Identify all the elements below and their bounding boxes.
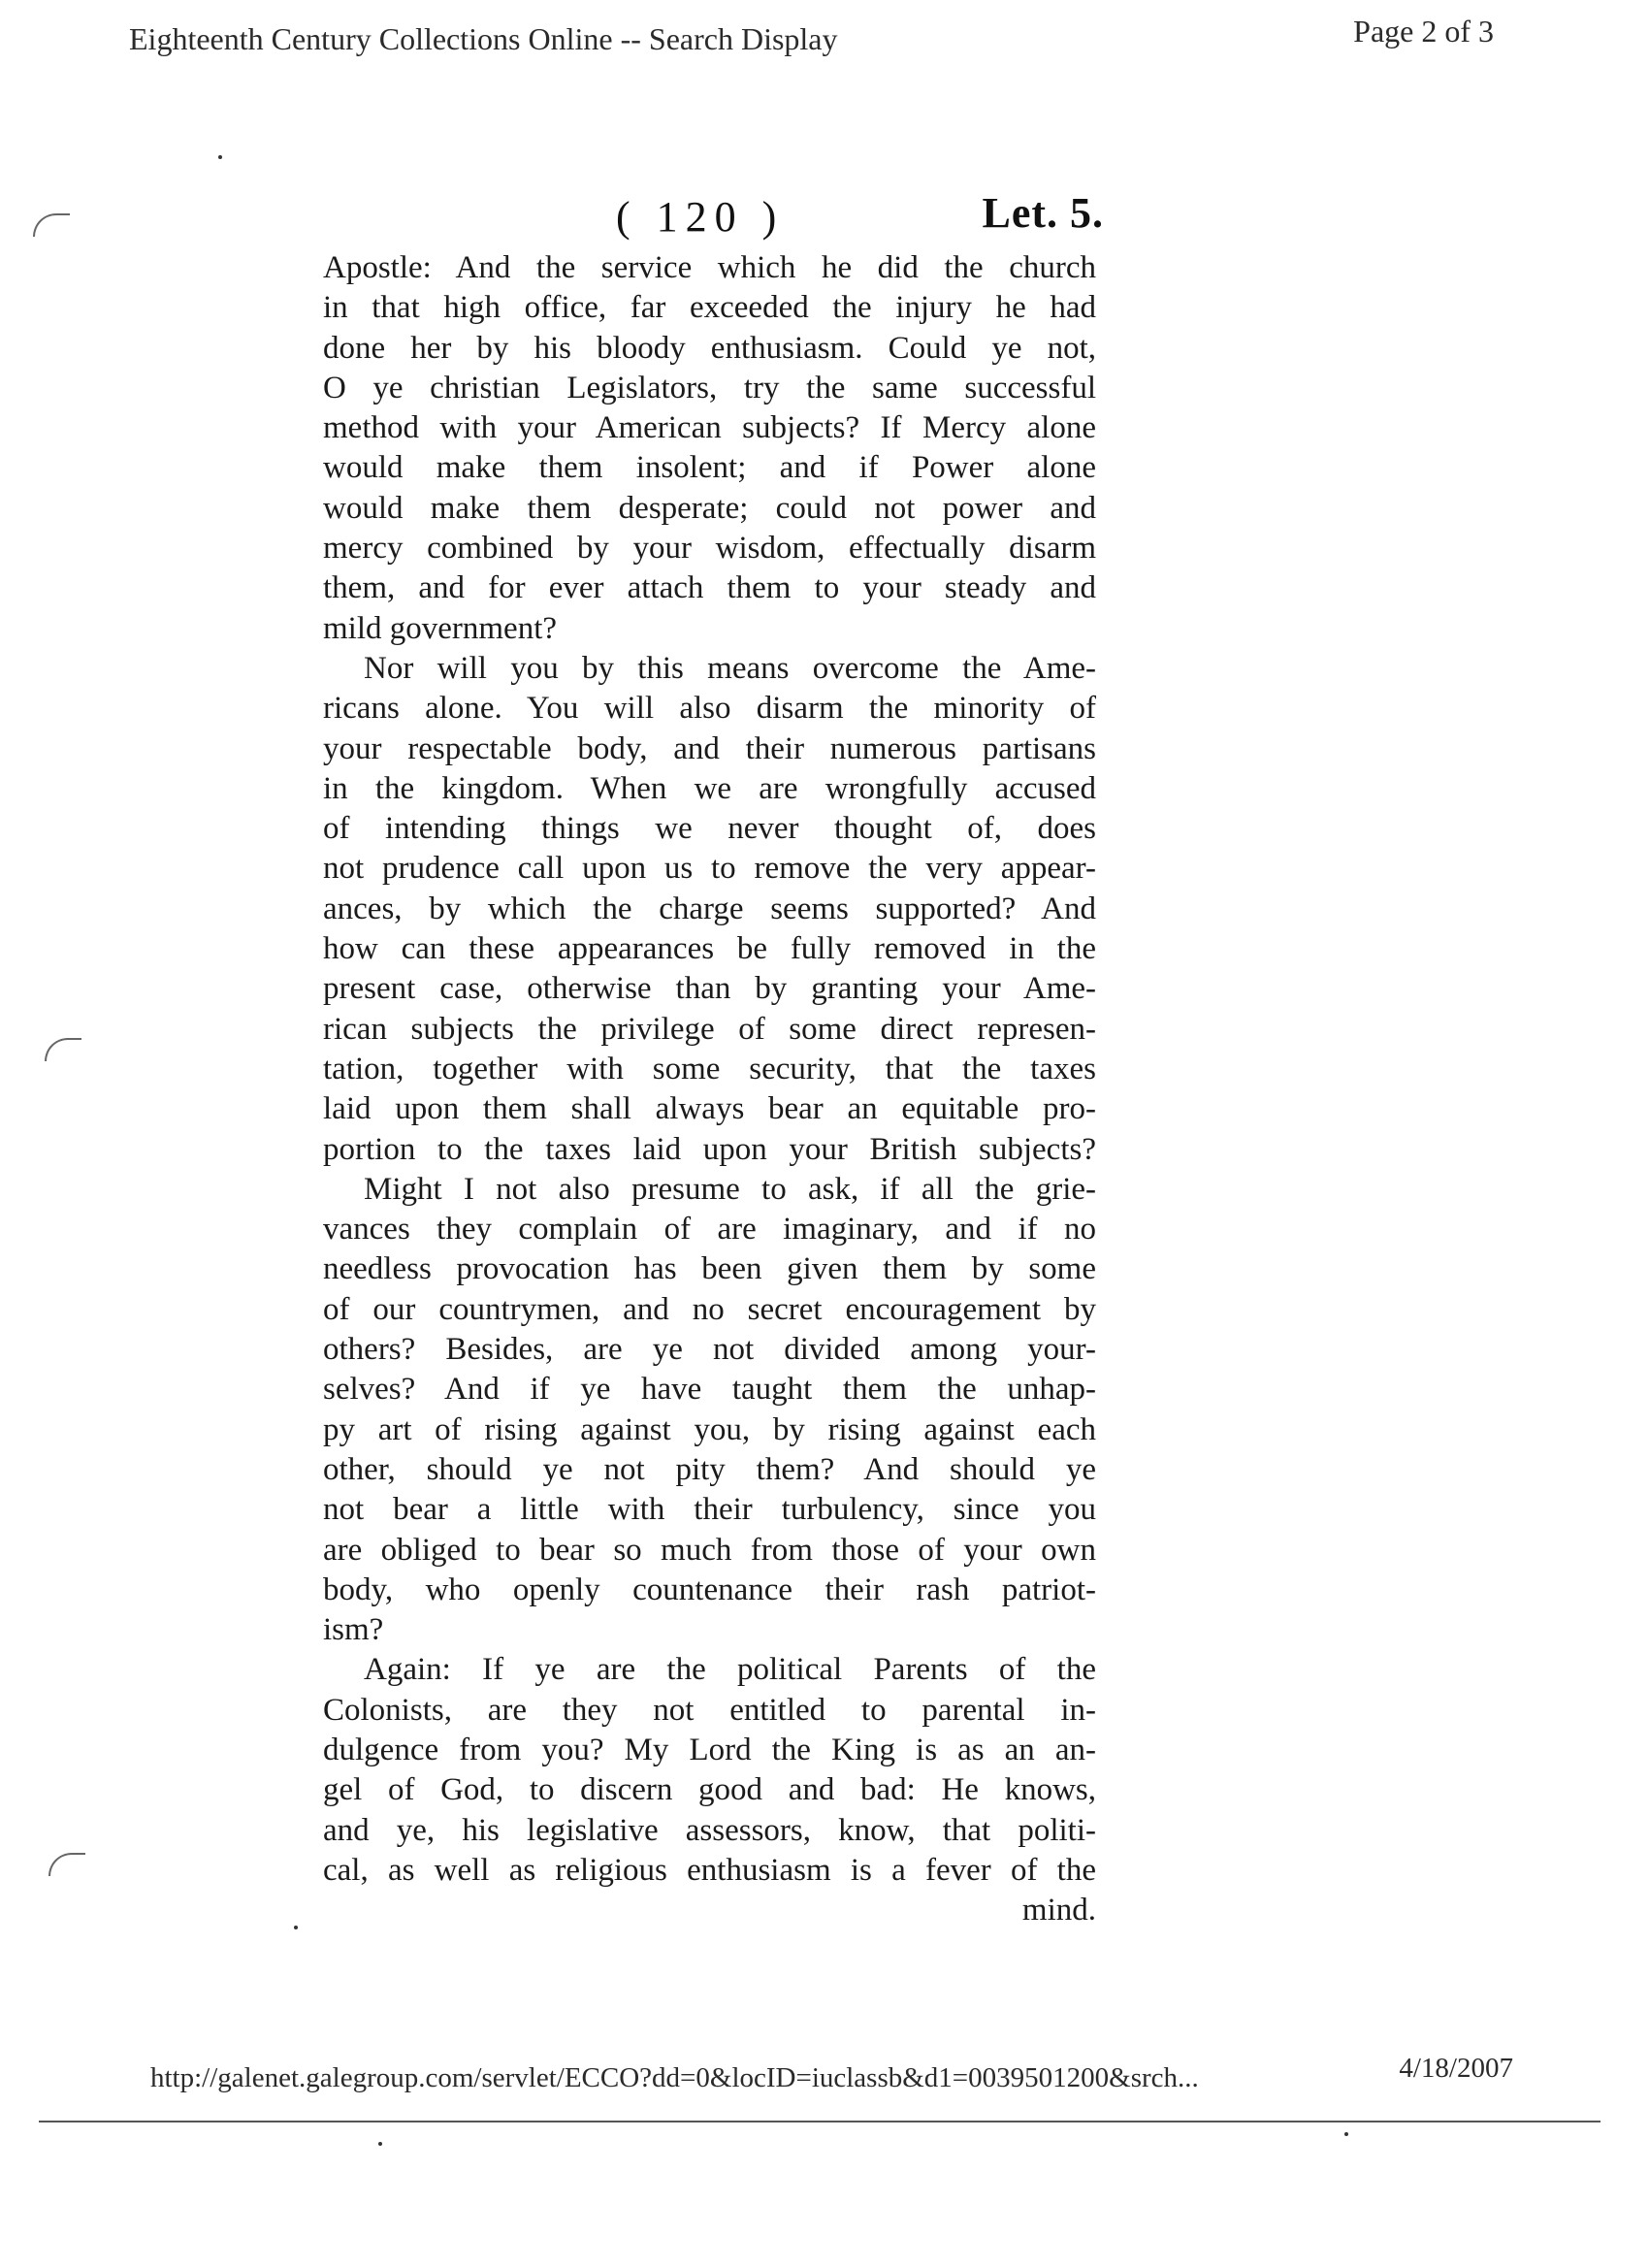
binding-mark [45,1038,81,1061]
text-line: method with your American subjects? If Mercy alone [323,410,1096,446]
text-line: py art of rising against you, by rising against each [323,1411,1096,1447]
scan-speck [294,1926,298,1929]
text-line: dulgence from you? My Lord the King is as an an- [323,1732,1096,1767]
book-text [323,248,1096,1930]
text-line: Colonists, are they not entitled to parental in- [323,1692,1096,1728]
text-line: mild government? [323,610,558,646]
text-line: Apostle: And the service which he did the church [323,250,1096,285]
print-footer-date: 4/18/2007 [1399,2053,1513,2084]
text-line: other, should ye not pity them? And should ye [323,1451,1096,1487]
text-line: how can these appearances be fully removed in the [323,931,1096,967]
letter-reference: Let. 5. [982,189,1104,237]
text-line: tation, together with some security, that the taxes [323,1051,1096,1086]
paragraph-start-line: Again: If ye are the political Parents of the [364,1652,1096,1688]
text-line: rican subjects the privilege of some direct represen- [323,1011,1096,1047]
text-line: present case, otherwise than by granting your Ame- [323,971,1096,1007]
running-head [616,189,1104,250]
text-line: would make them desperate; could not power and [323,490,1096,526]
text-line: of our countrymen, and no secret encouragement by [323,1291,1096,1327]
text-line: your respectable body, and their numerous partisans [323,730,1096,766]
text-line: in that high office, far exceeded the injury he had [323,290,1096,326]
text-line: gel of God, to discern good and bad: He knows, [323,1772,1096,1808]
text-line: portion to the taxes laid upon your British subjects? [323,1131,1096,1167]
text-line: them, and for ever attach them to your steady and [323,570,1096,606]
paragraph-start-line: Nor will you by this means overcome the Ame- [364,650,1096,686]
text-line: mind. [1021,1893,1096,1928]
scan-speck [378,2142,382,2146]
text-line: vances they complain of are imaginary, and if no [323,1212,1096,1247]
scan-speck [218,155,222,159]
text-line: mercy combined by your wisdom, effectually disarm [323,531,1096,567]
text-line: are obliged to bear so much from those of your own [323,1532,1096,1568]
text-line: cal, as well as religious enthusiasm is a fever of the [323,1852,1096,1888]
text-line: laid upon them shall always bear an equitable pro- [323,1091,1096,1127]
text-line: others? Besides, are ye not divided among your- [323,1332,1096,1368]
binding-mark [33,213,70,237]
print-footer-url: http://galenet.galegroup.com/servlet/ECCO?dd=0&locID=iuclassb&d1=0039501200&srch... [150,2062,1199,2093]
footer-divider [39,2121,1600,2122]
text-line: selves? And if ye have taught them the unhap- [323,1372,1096,1408]
text-line: of intending things we never thought of, does [323,811,1096,847]
text-line: not bear a little with their turbulency, since you [323,1492,1096,1528]
text-line: would make them insolent; and if Power alone [323,450,1096,486]
text-line: done her by his bloody enthusiasm. Could ye not, [323,330,1096,366]
text-line: ances, by which the charge seems supported? And [323,891,1096,926]
text-line: in the kingdom. When we are wrongfully accused [323,770,1096,806]
text-line: ricans alone. You will also disarm the minority of [323,691,1096,727]
print-page-indicator: Page 2 of 3 [1353,14,1494,49]
binding-mark [48,1853,85,1876]
text-line: ism? [323,1612,384,1648]
text-line: O ye christian Legislators, try the same successful [323,370,1096,405]
text-line: body, who openly countenance their rash patriot- [323,1571,1096,1607]
text-line: and ye, his legislative assessors, know, that politi- [323,1812,1096,1848]
text-line: needless provocation has been given them by some [323,1251,1096,1287]
print-header-title: Eighteenth Century Collections Online -- Search Display [129,21,838,56]
scan-speck [1344,2132,1348,2136]
paragraph-start-line: Might I not also presume to ask, if all the grie- [364,1171,1096,1207]
page-number: ( 120 ) [616,193,785,241]
text-line: not prudence call upon us to remove the very appear- [323,851,1096,887]
